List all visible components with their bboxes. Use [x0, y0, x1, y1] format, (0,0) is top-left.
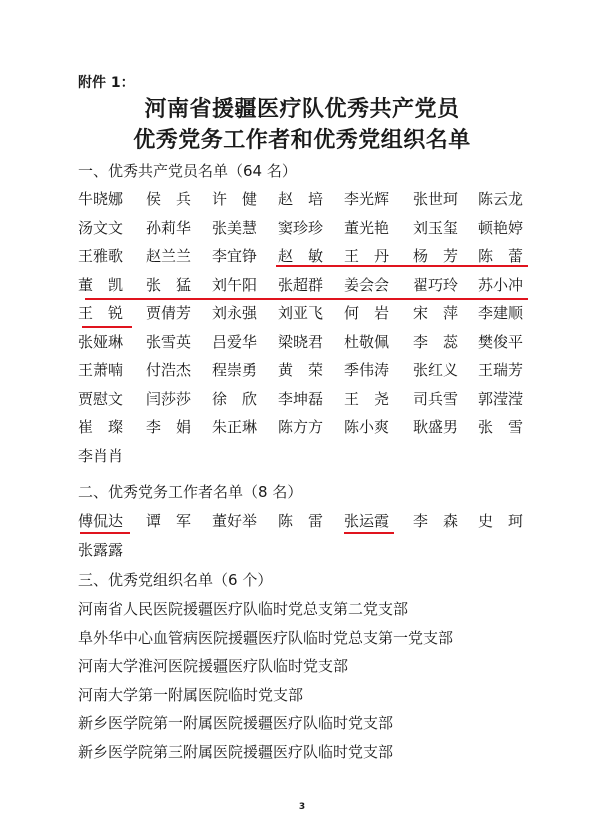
member-name: 王 丹	[344, 247, 390, 265]
member-name: 王萧喃	[78, 361, 124, 379]
member-name: 窦珍珍	[278, 218, 324, 237]
member-name: 李光辉	[344, 190, 390, 208]
underline-row3	[276, 265, 528, 267]
member-name: 杜敬佩	[344, 332, 390, 351]
member-name: 汤文文	[78, 218, 124, 237]
member-name: 陈云龙	[478, 190, 524, 208]
member-name: 侯 兵	[146, 190, 192, 208]
section-3-heading: 三、优秀党组织名单（6 个）	[78, 571, 273, 589]
member-name: 陈小爽	[344, 418, 390, 436]
worker-name: 谭 军	[146, 512, 192, 530]
member-name: 杨 芳	[413, 247, 459, 265]
attachment-label: 附件 1：	[78, 75, 135, 91]
underline-zhang-yunxia	[344, 532, 394, 534]
member-name: 朱正琳	[212, 418, 258, 436]
member-name: 刘午阳	[212, 275, 258, 294]
member-name: 王 尧	[344, 389, 390, 408]
org-item: 新乡医学院第一附属医院援疆医疗队临时党支部	[78, 714, 394, 732]
member-name: 宋 萍	[413, 304, 459, 322]
member-name: 闫莎莎	[146, 389, 192, 408]
member-name: 李肖肖	[78, 446, 124, 465]
underline-row5	[82, 326, 132, 328]
member-name: 董光艳	[344, 218, 390, 237]
member-name: 李建顺	[478, 304, 524, 322]
member-name: 刘玉玺	[413, 218, 459, 237]
worker-name: 陈 雷	[278, 512, 324, 530]
member-name: 李 蕊	[413, 332, 459, 351]
org-item: 河南大学淮河医院援疆医疗队临时党支部	[78, 657, 349, 675]
member-name: 张世珂	[413, 190, 459, 208]
member-name: 苏小冲	[478, 275, 524, 294]
member-name: 张红义	[413, 361, 459, 379]
member-name: 赵 培	[278, 190, 324, 208]
member-name: 刘亚飞	[278, 304, 324, 322]
worker-name: 李 森	[413, 512, 459, 530]
member-name: 姜会会	[344, 275, 390, 294]
member-name: 李宜铮	[212, 247, 258, 265]
member-name: 程崇勇	[212, 361, 258, 379]
member-name: 刘永强	[212, 304, 258, 322]
member-name: 徐 欣	[212, 389, 258, 408]
member-name: 王雅歌	[78, 247, 124, 265]
member-name: 陈方方	[278, 418, 324, 436]
member-name: 牛晓娜	[78, 190, 124, 208]
title-line-1: 河南省援疆医疗队优秀共产党员	[144, 97, 460, 122]
member-name: 张娅琳	[78, 332, 124, 351]
member-name: 顿艳婷	[478, 218, 524, 237]
underline-fu-kanda	[80, 532, 130, 534]
member-name: 许 健	[212, 190, 258, 208]
member-name: 樊俊平	[478, 332, 524, 351]
member-name: 黄 荣	[278, 361, 324, 379]
worker-name: 史 珂	[478, 512, 524, 530]
worker-name: 傅侃达	[78, 512, 124, 530]
member-name: 王 锐	[78, 304, 124, 322]
member-name: 贾倩芳	[146, 304, 192, 322]
member-name: 梁晓君	[278, 332, 324, 351]
member-name: 孙莉华	[146, 218, 192, 237]
worker-name: 张露露	[78, 540, 124, 559]
member-name: 贾慰文	[78, 389, 124, 408]
member-name: 张超群	[278, 275, 324, 294]
member-name: 董 凯	[78, 275, 124, 294]
member-name: 陈 蕾	[478, 247, 524, 265]
worker-name: 张运霞	[344, 512, 390, 530]
title-line-2: 优秀党务工作者和优秀党组织名单	[133, 128, 471, 153]
member-name: 张雪英	[146, 332, 192, 351]
org-item: 阜外华中心血管病医院援疆医疗队临时党总支第一党支部	[78, 628, 454, 647]
member-name: 司兵雪	[413, 389, 459, 408]
member-name: 季伟涛	[344, 361, 390, 379]
member-name: 张美慧	[212, 218, 258, 237]
member-name: 李坤磊	[278, 389, 324, 408]
org-item: 新乡医学院第三附属医院援疆医疗队临时党支部	[78, 742, 394, 761]
member-name: 赵 敏	[278, 247, 324, 265]
member-name: 付浩杰	[146, 361, 192, 379]
member-name: 王瑞芳	[478, 361, 524, 379]
member-name: 张 雪	[478, 418, 524, 436]
org-item: 河南省人民医院援疆医疗队临时党总支第二党支部	[78, 600, 409, 618]
member-name: 崔 璨	[78, 418, 124, 436]
member-name: 耿盛男	[413, 418, 459, 436]
worker-name: 董好举	[212, 512, 258, 530]
member-name: 郭滢滢	[478, 389, 524, 408]
member-name: 何 岩	[344, 304, 390, 322]
member-name: 李 娟	[146, 418, 192, 436]
section-2-heading: 二、优秀党务工作者名单（8 名）	[78, 483, 303, 501]
underline-row4	[85, 298, 528, 300]
member-name: 赵兰兰	[146, 247, 192, 265]
section-1-heading: 一、优秀共产党员名单（64 名）	[78, 162, 297, 180]
member-name: 吕爱华	[212, 332, 258, 351]
member-name: 张 猛	[146, 275, 192, 294]
org-item: 河南大学第一附属医院临时党支部	[78, 685, 304, 704]
page-number: 3	[298, 802, 306, 812]
member-name: 翟巧玲	[413, 275, 459, 294]
